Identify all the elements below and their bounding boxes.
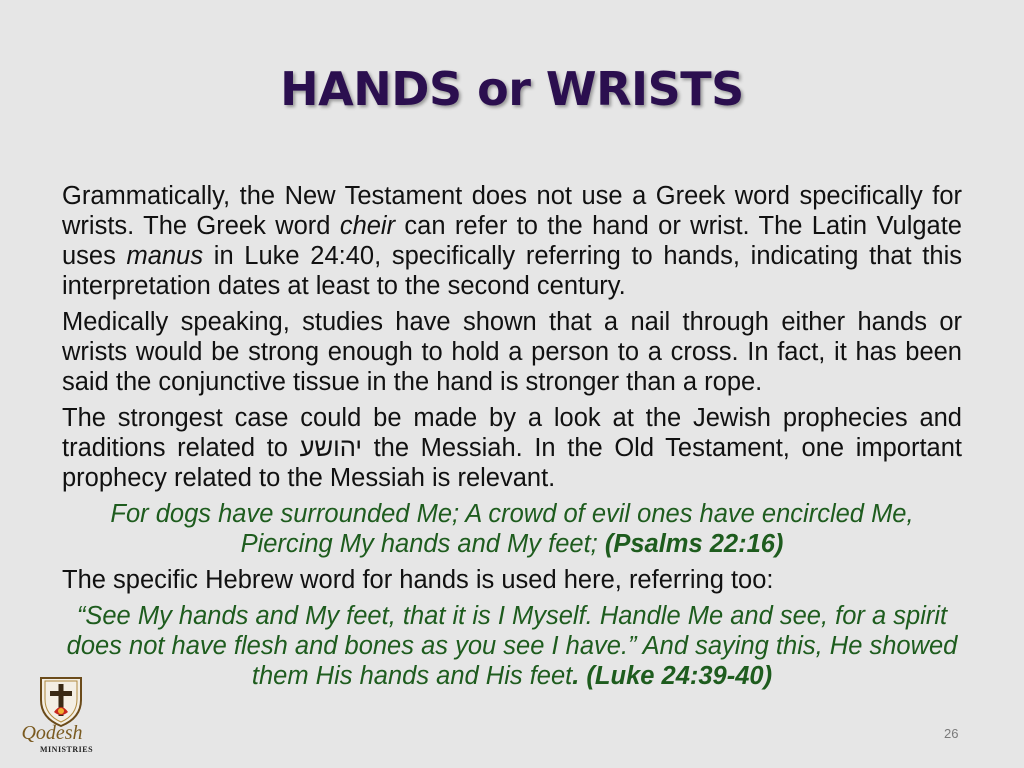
quote-text: “See My hands and My feet, that it is I Myself. Handle Me and see, for a spirit does not have flesh and bones as you see I have.” And saying this, He showed them His hands and His feet	[66, 602, 958, 690]
page-number: 26	[944, 726, 959, 741]
ministry-logo	[12, 672, 102, 764]
logo-subtitle: MINISTRIES	[40, 745, 94, 754]
paragraph-text: in Luke 24:40, specifically referring to hands, indicating that this interpretation dates at least to the second century.	[62, 242, 962, 300]
paragraph-hebrew-word: The specific Hebrew word for hands is used here, referring too:	[62, 566, 774, 594]
slide-body	[62, 181, 962, 697]
quote-reference: (Psalms 22:16)	[604, 530, 784, 558]
quote-text: For dogs have surrounded Me; A crowd of evil ones have encircled Me, Piercing My hands and My feet;	[110, 500, 914, 558]
quote-luke	[62, 601, 962, 691]
slide-title: HANDS or WRISTS	[280, 62, 744, 116]
paragraph-text: Grammatically, the New Testament does not use a Greek word specifically for wrists. The Greek word	[62, 182, 962, 240]
paragraph-text: The strongest case could be made by a look at the Jewish prophecies and traditions related to	[62, 404, 962, 462]
paragraph-medical: Medically speaking, studies have shown that a nail through either hands or wrists would be strong enough to hold a person to a cross. In fact, it has been said the conjunctive tissue in the hand is stronger than a rope.	[62, 308, 962, 396]
shield-cross-icon	[36, 672, 86, 728]
latin-word: manus	[126, 242, 204, 270]
paragraph-text: the Messiah. In the Old Testament, one important prophecy related to the Messiah is relevant.	[62, 434, 962, 492]
paragraph-text: can refer to the hand or wrist. The Latin Vulgate uses	[62, 212, 962, 270]
greek-word: cheir	[339, 212, 396, 240]
hebrew-name: יהושע	[299, 434, 362, 462]
paragraph-prophecy	[62, 403, 962, 493]
quote-psalms	[62, 499, 962, 559]
quote-reference: . (Luke 24:39-40)	[572, 662, 773, 690]
logo-name: Qodesh	[21, 722, 83, 744]
paragraph-grammar	[62, 181, 962, 301]
